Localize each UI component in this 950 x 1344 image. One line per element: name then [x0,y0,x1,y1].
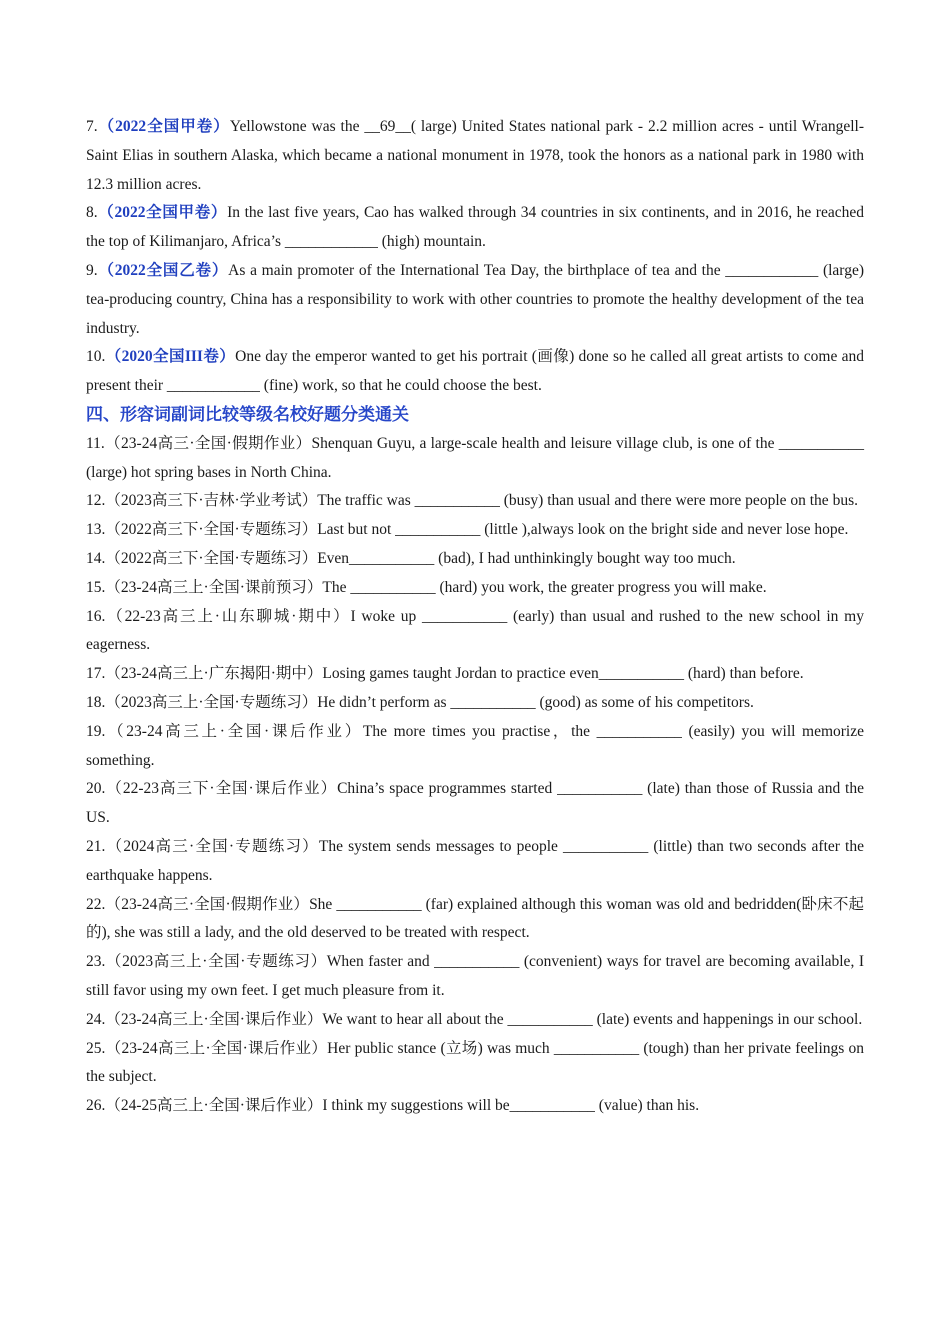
document-page [86,113,864,1121]
question-text: Losing games taught Jordan to practice even___________ (hard) than before. [322,665,804,683]
question-source: （23-24高三·全国·假期作业） [104,434,312,452]
question-8: 8.（2022全国甲卷）In the last five years, Cao has walked through 34 countries in six continents, and in 2016, he reached the top of Kilimanjaro, Africa’s ____________ (high) mountain. [86,204,864,251]
question-12: 12.（2023高三下·吉林·学业考试）The traffic was ___________ (busy) than usual and there were more people on the bus. [86,492,858,510]
question-text: As a main promoter of the International Tea Day, the birthplace of tea and the ____________ (large) tea-producing country, China has a responsibility to work with other countries to promote the healthy development of the tea industry. [86,261,864,337]
question-text: I woke up ___________ (early) than usual and rushed to the new school in my eagerness. [86,607,864,654]
question-15: 15.（23-24高三上·全国·课前预习）The ___________ (hard) you work, the greater progress you will make. [86,578,767,596]
question-text: Shenquan Guyu, a large-scale health and leisure village club, is one of the ___________ (large) hot spring bases in North China. [86,434,864,481]
question-source: （23-24高三·全国·假期作业） [105,895,310,913]
question-26: 26.（24-25高三上·全国·课后作业）I think my suggestions will be___________ (value) than his. [86,1097,700,1115]
question-text: One day the emperor wanted to get his portrait (画像) done so he called all great artists to come and present their ____________ (fine) work, so that he could choose the best. [86,348,864,395]
question-source: （2022全国甲卷） [97,204,228,222]
question-source: （24-25高三上·全国·课后作业） [105,1097,323,1115]
question-source: （22-23高三上·山东聊城·期中） [105,607,351,625]
question-source: （2023高三上·全国·专题练习） [105,953,327,971]
question-11: 11.（23-24高三·全国·假期作业）Shenquan Guyu, a large-scale health and leisure village club, is one of the ___________ (large) hot spring bases in North China. [86,434,864,481]
question-source: （2022高三下·全国·专题练习） [105,521,318,539]
question-text: She ___________ (far) explained although this woman was old and bedridden(卧床不起的), she was still a lady, and the old deserved to be treated with respect. [86,895,864,942]
question-17: 17.（23-24高三上·广东揭阳·期中）Losing games taught Jordan to practice even___________ (hard) than before. [86,665,804,683]
question-text: In the last five years, Cao has walked through 34 countries in six continents, and in 2016, he reached the top of Kilimanjaro, Africa’s ____________ (high) mountain. [86,204,864,251]
question-13: 13.（2022高三下·全国·专题练习）Last but not ___________ (little ),always look on the bright side and never lose hope. [86,521,849,539]
question-source: （2020全国III卷） [105,348,236,366]
question-source: （2022高三下·全国·专题练习） [105,549,318,567]
question-text: China’s space programmes started ___________ (late) than those of Russia and the US. [86,780,864,827]
question-source: （23-24高三上·全国·课后作业） [105,722,363,740]
question-text: The ___________ (hard) you work, the greater progress you will make. [322,578,767,596]
question-10: 10.（2020全国III卷）One day the emperor wanted to get his portrait (画像) done so he called all great artists to come and present their ____________ (fine) work, so that he could choose the best. [86,348,864,395]
question-source: （23-24高三上·全国·课后作业） [105,1010,323,1028]
question-text: Even___________ (bad), I had unthinkingly bought way too much. [317,549,736,567]
question-19: 19.（23-24高三上·全国·课后作业）The more times you practise，the ___________ (easily) you will memorize something. [86,722,864,769]
question-source: （2024高三·全国·专题练习） [105,837,319,855]
question-text: He didn’t perform as ___________ (good) as some of his competitors. [317,693,754,711]
question-source: （2022全国乙卷） [97,261,229,279]
question-16: 16.（22-23高三上·山东聊城·期中）I woke up ___________ (early) than usual and rushed to the new school in my eagerness. [86,607,864,654]
question-text: Her public stance (立场) was much ___________ (tough) than her private feelings on the subject. [86,1039,864,1086]
question-text: The system sends messages to people ___________ (little) than two seconds after the earthquake happens. [86,837,864,884]
question-text: When faster and ___________ (convenient) ways for travel are becoming available, I still favor using my own feet. I get much pleasure from it. [86,953,864,999]
question-21: 21.（2024高三·全国·专题练习）The system sends messages to people ___________ (little) than two seconds after the earthquake happens. [86,837,864,884]
question-18: 18.（2023高三上·全国·专题练习）He didn’t perform as ___________ (good) as some of his competitors. [86,693,754,711]
section-heading: 四、形容词副词比较等级名校好题分类通关 [86,404,409,425]
question-20: 20.（22-23高三下·全国·课后作业）China’s space programmes started ___________ (late) than those of Russia and the US. [86,780,864,827]
question-7: 7.（2022全国甲卷）Yellowstone was the __69__( large) United States national park - 2.2 million acres - until Wrangell-Saint Elias in southern Alaska, which became a national monument in 1978, took the honors as a national park in 1980 with 12.3 million acres. [86,118,864,193]
question-source: （23-24高三上·全国·课前预习） [105,578,323,596]
question-text: The more times you practise，the ___________ (easily) you will memorize something. [86,722,864,769]
question-9: 9.（2022全国乙卷）As a main promoter of the International Tea Day, the birthplace of tea and the ____________ (large) tea-producing country, China has a responsibility to work with other countries to promote the healthy development of the tea industry. [86,261,864,337]
question-text: We want to hear all about the ___________ (late) events and happenings in our school. [322,1010,863,1028]
question-source: （2022全国甲卷） [97,118,230,135]
question-text: The traffic was ___________ (busy) than usual and there were more people on the bus. [317,492,858,510]
question-source: （22-23高三下·全国·课后作业） [105,780,338,798]
question-23: 23.（2023高三上·全国·专题练习）When faster and ___________ (convenient) ways for travel are becoming available, I still favor using my own feet. I get much pleasure from it. [86,953,864,999]
question-24: 24.（23-24高三上·全国·课后作业）We want to hear all about the ___________ (late) events and happenings in our school. [86,1010,863,1028]
question-14: 14.（2022高三下·全国·专题练习）Even___________ (bad), I had unthinkingly bought way too much. [86,549,736,567]
question-22: 22.（23-24高三·全国·假期作业）She ___________ (far) explained although this woman was old and bedridden(卧床不起的), she was still a lady, and the old deserved to be treated with respect. [86,895,864,942]
question-25: 25.（23-24高三上·全国·课后作业）Her public stance (立场) was much ___________ (tough) than her private feelings on the subject. [86,1039,864,1086]
question-text: I think my suggestions will be___________ (value) than his. [322,1097,700,1115]
question-text: Yellowstone was the __69__( large) United States national park - 2.2 million acres - until Wrangell-Saint Elias in southern Alaska, which became a national monument in 1978, took the honors as a national park in 1980 with 12.3 million acres. [86,118,864,193]
question-source: （23-24高三上·全国·课后作业） [105,1039,328,1057]
question-source: （2023高三下·吉林·学业考试） [105,492,318,510]
question-source: （2023高三上·全国·专题练习） [105,693,318,711]
question-source: （23-24高三上·广东揭阳·期中） [105,665,323,683]
question-text: Last but not ___________ (little ),always look on the bright side and never lose hope. [317,521,849,539]
